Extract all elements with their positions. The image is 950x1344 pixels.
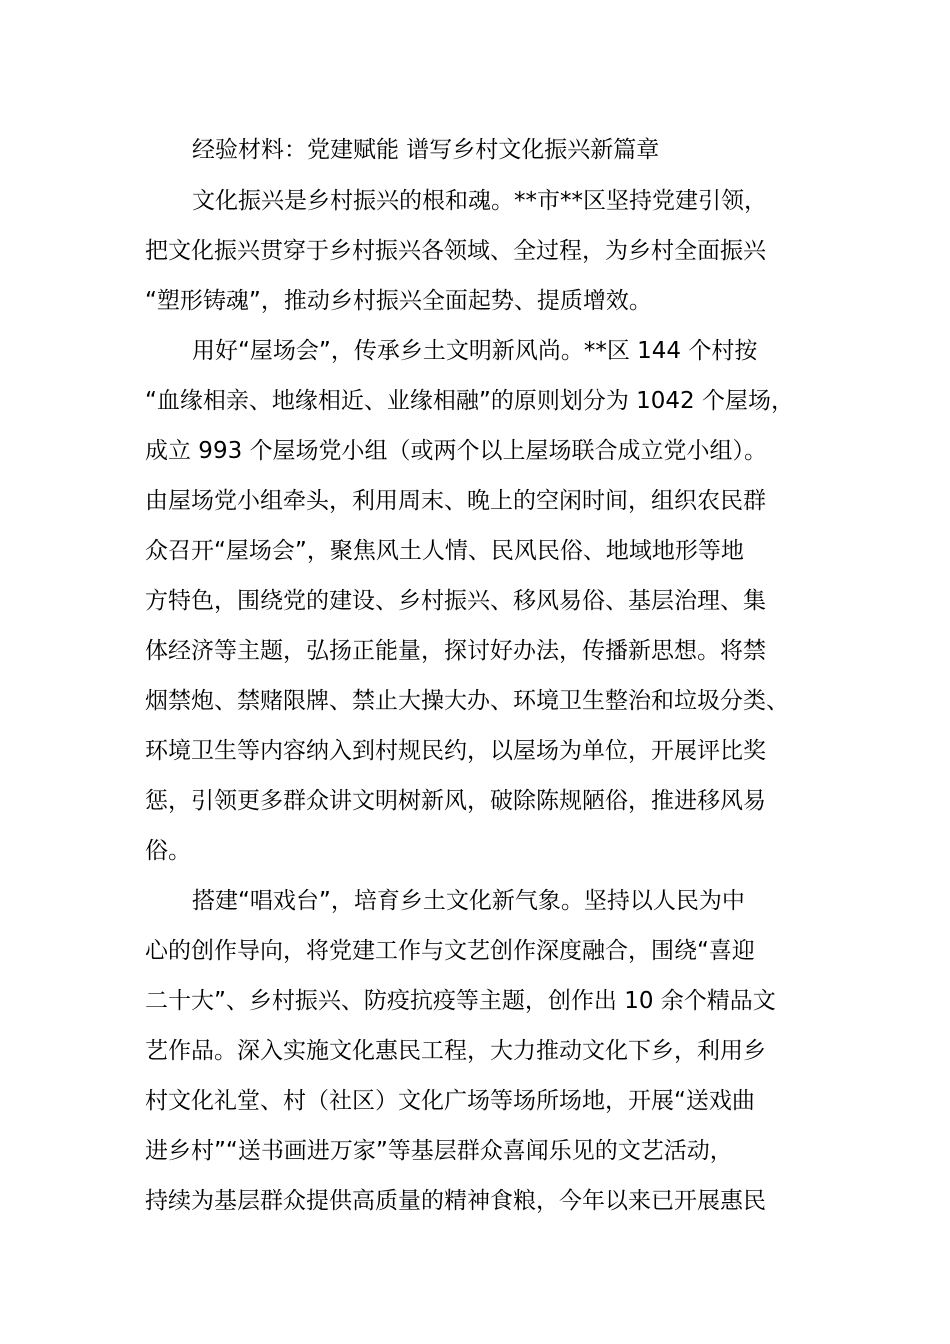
paragraph-line: 村文化礼堂、村（社区）文化广场等场所场地，开展“送戏曲 <box>145 1088 755 1114</box>
paragraph-3 <box>145 876 825 1226</box>
paragraph-line: 由屋场党小组牵头，利用周末、晚上的空闲时间，组织农民群 <box>145 488 766 514</box>
paragraph-line: 把文化振兴贯穿于乡村振兴各领域、全过程，为乡村全面振兴 <box>145 238 766 264</box>
paragraph-line: 成立 993 个屋场党小组（或两个以上屋场联合成立党小组）。 <box>145 438 768 464</box>
paragraph-line: “血缘相亲、地缘相近、业缘相融”的原则划分为 1042 个屋场， <box>145 388 794 414</box>
paragraph-line: 艺作品。深入实施文化惠民工程，大力推动文化下乡，利用乡 <box>145 1038 766 1064</box>
paragraph-line: 进乡村”“送书画进万家”等基层群众喜闻乐见的文艺活动， <box>145 1138 733 1164</box>
paragraph-line: 二十大”、乡村振兴、防疫抗疫等主题，创作出 10 余个精品文 <box>145 988 776 1014</box>
document-title: 经验材料：党建赋能 谱写乡村文化振兴新篇章 <box>192 137 660 163</box>
paragraph-line: 环境卫生等内容纳入到村规民约，以屋场为单位，开展评比奖 <box>145 738 766 764</box>
paragraph-line: 惩，引领更多群众讲文明树新风，破除陈规陋俗，推进移风易 <box>145 788 766 814</box>
paragraph-line: 文化振兴是乡村振兴的根和魂。**市**区坚持党建引领， <box>192 188 767 214</box>
paragraph-line: “塑形铸魂”，推动乡村振兴全面起势、提质增效。 <box>145 288 652 314</box>
paragraph-line: 方特色，围绕党的建设、乡村振兴、移风易俗、基层治理、集 <box>145 588 766 614</box>
paragraph-line: 搭建“唱戏台”，培育乡土文化新气象。坚持以人民为中 <box>192 888 745 914</box>
document-page <box>145 124 825 1226</box>
paragraph-1 <box>145 176 825 326</box>
paragraph-line: 持续为基层群众提供高质量的精神食粮，今年以来已开展惠民 <box>145 1188 766 1214</box>
paragraph-line: 众召开“屋场会”，聚焦风土人情、民风民俗、地域地形等地 <box>145 538 744 564</box>
paragraph-line: 烟禁炮、禁赌限牌、禁止大操大办、环境卫生整治和垃圾分类、 <box>145 688 789 714</box>
paragraph-line: 体经济等主题，弘扬正能量，探讨好办法，传播新思想。将禁 <box>145 638 766 664</box>
paragraph-2 <box>145 326 825 876</box>
paragraph-line: 俗。 <box>145 838 191 864</box>
paragraph-line: 心的创作导向，将党建工作与文艺创作深度融合，围绕“喜迎 <box>145 938 755 964</box>
paragraph-line: 用好“屋场会”，传承乡土文明新风尚。**区 144 个村按 <box>192 338 758 364</box>
